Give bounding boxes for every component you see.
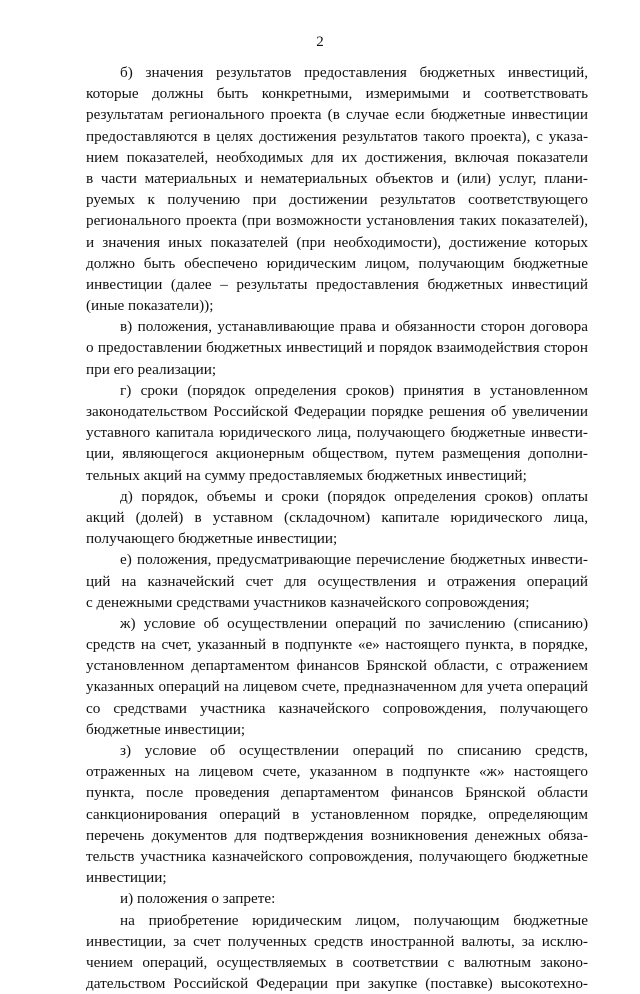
document-body-text xyxy=(86,62,588,994)
text-line: инвестиции (далее – результаты предоставления бюджетных инвестиций xyxy=(86,275,588,293)
text-line: средств на счет, указанный в подпункте «е» настоящего пункта, в порядке, xyxy=(86,636,588,654)
text-line: в) положения, устанавливающие права и обязанности сторон договора xyxy=(120,318,588,336)
text-line: должно быть обеспечено юридическим лицом, получающим бюджетные xyxy=(86,254,588,272)
text-line: получающего бюджетные инвестиции; xyxy=(86,530,338,548)
text-line: со средствами участника казначейского сопровождения, получающего xyxy=(86,699,588,717)
text-line: законодательством Российской Федерации порядке решения об увеличении xyxy=(86,403,588,420)
text-line: инвестиции; xyxy=(86,869,167,887)
text-line: о предоставлении бюджетных инвестиций и порядок взаимодействия сторон xyxy=(86,339,588,357)
text-line: ции, являющегося акционерным обществом, путем размещения дополни- xyxy=(86,445,588,463)
text-line: (иные показатели)); xyxy=(86,297,214,315)
text-line: ций на казначейский счет для осуществления и отражения операций xyxy=(86,572,588,590)
text-line: результатам регионального проекта (в случае если бюджетные инвестиции xyxy=(86,106,588,124)
text-line: тельных акций на сумму предоставляемых бюджетных инвестиций; xyxy=(86,466,527,484)
text-line: при его реализации; xyxy=(86,360,217,378)
text-line: б) значения результатов предоставления бюджетных инвестиций, xyxy=(120,64,588,81)
text-line: которые должны быть конкретными, измеримыми и соответствовать xyxy=(86,85,588,103)
text-line: дательством Российской Федерации при закупке (поставке) высокотехно- xyxy=(86,975,588,993)
text-line: нием показателей, необходимых для их достижения, включая показатели xyxy=(86,148,588,166)
text-line: и значения иных показателей (при необходимости), достижение которых xyxy=(86,233,588,251)
text-line: руемых к получению при достижении результатов соответствующего xyxy=(86,191,588,209)
text-line: чением операций, осуществляемых в соответствии с валютным законо- xyxy=(86,953,588,971)
text-line: г) сроки (порядок определения сроков) принятия в установленном xyxy=(120,381,588,399)
text-line: регионального проекта (при возможности установления таких показателей), xyxy=(86,212,588,230)
text-line: тельств участника казначейского сопровождения, получающего бюджетные xyxy=(86,847,588,865)
text-line: предоставляются в целях достижения результатов такого проекта), с указа- xyxy=(86,127,588,145)
text-line: и) положения о запрете: xyxy=(120,890,276,908)
text-line: уставного капитала юридического лица, получающего бюджетные инвести- xyxy=(86,424,588,442)
text-line: инвестиции, за счет полученных средств иностранной валюты, за исклю- xyxy=(86,932,588,950)
text-line: санкционирования операций в установленном порядке, определяющим xyxy=(86,805,588,823)
text-line: указанных операций на лицевом счете, предназначенном для учета операций xyxy=(86,678,588,696)
text-line: отраженных на лицевом счете, указанном в подпункте «ж» настоящего xyxy=(86,763,588,781)
text-line: д) порядок, объемы и сроки (порядок определения сроков) оплаты xyxy=(120,487,588,505)
text-line: ж) условие об осуществлении операций по зачислению (списанию) xyxy=(120,614,588,632)
text-line: е) положения, предусматривающие перечисление бюджетных инвести- xyxy=(120,551,588,569)
text-line: пункта, после проведения департаментом финансов Брянской области xyxy=(86,784,588,802)
text-line: акций (долей) в уставном (складочном) капитале юридического лица, xyxy=(86,508,588,526)
page-number: 2 xyxy=(316,34,324,50)
text-line: в части материальных и нематериальных объектов и (или) услуг, плани- xyxy=(86,169,588,187)
text-line: установленном департаментом финансов Брянской области, с отражением xyxy=(86,657,588,675)
text-line: бюджетные инвестиции; xyxy=(86,720,246,738)
text-line: з) условие об осуществлении операций по списанию средств, xyxy=(120,742,588,759)
text-line: с денежными средствами участников казначейского сопровождения; xyxy=(86,593,530,611)
text-line: на приобретение юридическим лицом, получающим бюджетные xyxy=(120,911,588,929)
text-line: перечень документов для подтверждения возникновения денежных обяза- xyxy=(86,826,588,844)
